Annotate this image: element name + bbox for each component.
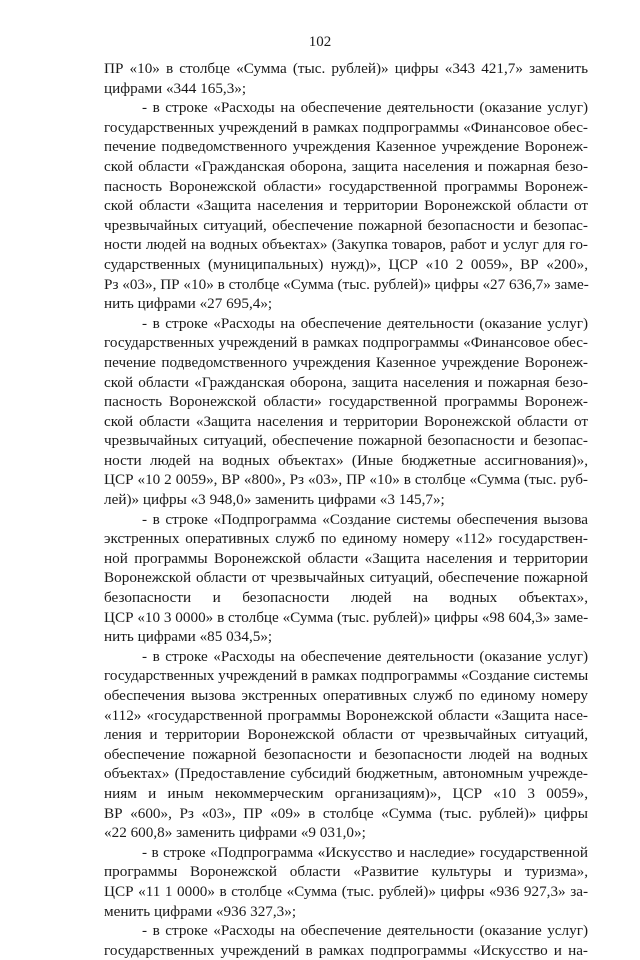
page-number: 102 <box>308 34 332 50</box>
text-line: ления и территории Воронежской области от чрезвычайных ситуаций, <box>104 726 588 744</box>
text-line: - в строке «Расходы на обеспечение деятельности (оказание услуг) <box>142 922 588 940</box>
document-body <box>104 59 588 960</box>
text-line: ВР «600», Рз «03», ПР «09» в столбце «Сумма (тыс. рублей)» цифры <box>104 804 588 822</box>
text-line: экстренных оперативных служб по единому номеру «112» государствен- <box>104 530 588 548</box>
text-line: лей)» цифры «3 948,0» заменить цифрами «3 145,7»; <box>104 491 445 509</box>
text-line: менить цифрами «936 327,3»; <box>104 902 297 920</box>
text-line: чрезвычайных ситуаций, обеспечение пожарной безопасности и безопас- <box>104 216 588 234</box>
text-line: государственных учреждений в рамках подпрограммы «Финансовое обес- <box>104 334 588 352</box>
text-line: ЦСР «11 1 0000» в столбце «Сумма (тыс. рублей)» цифры «936 927,3» за- <box>104 882 588 900</box>
text-line: государственных учреждений в рамках подпрограммы «Финансовое обес- <box>104 118 588 136</box>
text-line: ЦСР «10 2 0059», ВР «800», Рз «03», ПР «10» в столбце «Сумма (тыс. руб- <box>104 471 588 489</box>
text-line: - в строке «Расходы на обеспечение деятельности (оказание услуг) <box>142 99 588 117</box>
text-line: - в строке «Расходы на обеспечение деятельности (оказание услуг) <box>142 314 588 332</box>
text-line: - в строке «Подпрограмма «Создание системы обеспечения вызова <box>142 510 588 528</box>
text-line: ской области «Гражданская оборона, защита населения и пожарная безо- <box>104 373 588 391</box>
text-line: государственных учреждений в рамках подпрограммы «Искусство и на- <box>104 941 588 959</box>
text-line: ской области «Защита населения и территории Воронежской области от <box>104 197 588 215</box>
paragraph <box>104 314 588 510</box>
text-line: ЦСР «10 3 0000» в столбце «Сумма (тыс. рублей)» цифры «98 604,3» заме- <box>104 608 589 626</box>
text-line: сударственных (муниципальных) нужд)», ЦСР «10 2 0059», ВР «200», <box>104 255 588 273</box>
text-line: ПР «10» в столбце «Сумма (тыс. рублей)» цифры «343 421,7» заменить <box>104 60 588 77</box>
text-line: ной программы Воронежской области «Защита населения и территории <box>104 549 588 567</box>
text-line: ности людей на водных объектах» (Закупка товаров, работ и услуг для го- <box>104 236 588 254</box>
paragraph <box>104 59 588 98</box>
text-line: государственных учреждений в рамках подпрограммы «Создание системы <box>104 667 589 685</box>
text-line: ской области «Гражданская оборона, защита населения и пожарная безо- <box>104 157 588 175</box>
text-line: пасность Воронежской области» государственной программы Воронеж- <box>104 177 588 195</box>
text-line: объектах» (Предоставление субсидий бюджетным, автономным учрежде- <box>104 765 588 783</box>
text-line: Воронежской области от чрезвычайных ситуаций, обеспечение пожарной <box>104 569 588 587</box>
paragraph <box>104 647 588 843</box>
text-line: чрезвычайных ситуаций, обеспечение пожарной безопасности и безопас- <box>104 432 588 450</box>
text-line: ниям и иным некоммерческим организациям)», ЦСР «10 3 0059», <box>104 784 588 802</box>
text-line: безопасности и безопасности людей на водных объектах», <box>104 589 588 607</box>
paragraph <box>104 843 588 921</box>
paragraph <box>104 921 588 960</box>
text-line: программы Воронежской области «Развитие культуры и туризма», <box>104 863 588 881</box>
text-line: «112» «государственной программы Воронежской области «Защита насе- <box>104 706 588 724</box>
text-line: нить цифрами «27 695,4»; <box>104 295 273 313</box>
paragraph <box>104 510 588 647</box>
text-line: ности людей на водных объектах» (Иные бюджетные ассигнования)», <box>104 451 588 469</box>
text-line: цифрами «344 165,3»; <box>104 79 247 97</box>
text-line: «22 600,8» заменить цифрами «9 031,0»; <box>104 824 366 842</box>
text-line: обеспечение пожарной безопасности и безопасности людей на водных <box>104 745 588 763</box>
text-line: пасность Воронежской области» государственной программы Воронеж- <box>104 393 588 411</box>
text-line: - в строке «Подпрограмма «Искусство и наследие» государственной <box>142 843 588 861</box>
text-line: печение подведомственного учреждения Казенное учреждение Воронеж- <box>104 353 588 371</box>
text-line: ской области «Защита населения и территории Воронежской области от <box>104 412 588 430</box>
text-line: Рз «03», ПР «10» в столбце «Сумма (тыс. рублей)» цифры «27 636,7» заме- <box>104 275 589 293</box>
text-line: печение подведомственного учреждения Казенное учреждение Воронеж- <box>104 138 588 156</box>
paragraph <box>104 98 588 314</box>
text-line: - в строке «Расходы на обеспечение деятельности (оказание услуг) <box>142 647 588 665</box>
text-line: обеспечения вызова экстренных оперативных служб по единому номеру <box>104 687 588 704</box>
text-line: нить цифрами «85 034,5»; <box>104 628 273 646</box>
